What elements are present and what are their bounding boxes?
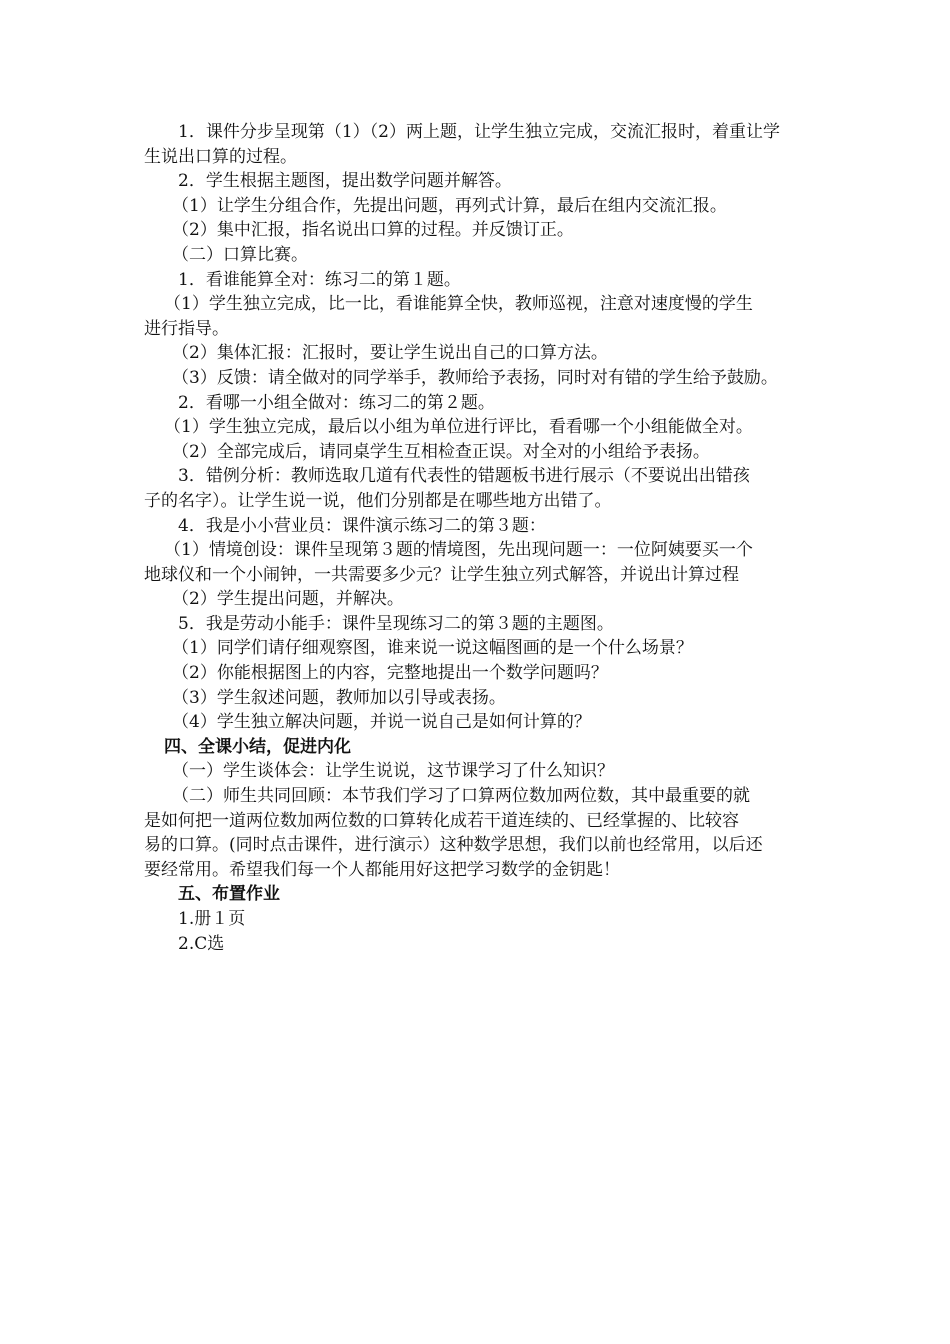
paragraph-line: （1）让学生分组合作，先提出问题，再列式计算，最后在组内交流汇报。 — [172, 195, 727, 216]
section-heading: 四、全课小结，促进内化 — [164, 736, 351, 757]
document-body — [144, 120, 808, 956]
paragraph-line: 要经常用。希望我们每一个人都能用好这把学习数学的金钥匙！ — [144, 859, 620, 880]
paragraph-line: （2）全部完成后，请同桌学生互相检查正误。对全对的小组给予表扬。 — [172, 441, 710, 462]
paragraph-line: 进行指导。 — [144, 318, 229, 339]
paragraph-line: （1）情境创设：课件呈现第３题的情境图，先出现问题一：一位阿姨要买一个 — [164, 540, 753, 561]
paragraph-line: 2.C选 — [178, 933, 225, 954]
paragraph-line: （2）你能根据图上的内容，完整地提出一个数学问题吗？ — [172, 663, 608, 684]
paragraph-line: 子的名字）。让学生说一说，他们分别都是在哪些地方出错了。 — [144, 490, 612, 511]
paragraph-line: （3）学生叙述问题，教师加以引导或表扬。 — [172, 687, 506, 708]
paragraph-line: （2）学生提出问题，并解决。 — [172, 589, 404, 610]
paragraph-line: （一）学生谈体会：让学生说说，这节课学习了什么知识？ — [172, 761, 614, 782]
paragraph-line: 易的口算。(同时点击课件，进行演示）这种数学思想，我们以前也经常用，以后还 — [144, 835, 763, 856]
paragraph-line: 是如何把一道两位数加两位数的口算转化成若干道连续的、已经掌握的、比较容 — [144, 810, 739, 831]
paragraph-line: 2．看哪一小组全做对：练习二的第２题。 — [178, 392, 495, 413]
paragraph-line: （1）同学们请仔细观察图，谁来说一说这幅图画的是一个什么场景？ — [172, 638, 693, 659]
paragraph-line: 生说出口算的过程。 — [144, 146, 297, 167]
paragraph-line: 1.册１页 — [178, 909, 246, 929]
paragraph-line: 2．学生根据主题图，提出数学问题并解答。 — [178, 171, 512, 192]
paragraph-line: （4）学生独立解决问题，并说一说自己是如何计算的？ — [172, 712, 591, 733]
paragraph-line: （3）反馈：请全做对的同学举手，教师给予表扬，同时对有错的学生给予鼓励。 — [172, 367, 778, 388]
paragraph-line: （2）集中汇报，指名说出口算的过程。并反馈订正。 — [172, 220, 574, 241]
paragraph-line: 5．我是劳动小能手：课件呈现练习二的第３题的主题图。 — [178, 613, 614, 634]
paragraph-line: （二）师生共同回顾：本节我们学习了口算两位数加两位数，其中最重要的就 — [172, 786, 750, 807]
paragraph-line: 4．我是小小营业员：课件演示练习二的第３题： — [178, 515, 546, 536]
paragraph-line: 地球仪和一个小闹钟，一共需要多少元？让学生独立列式解答，并说出计算过程 — [144, 564, 739, 585]
paragraph-line: 1．课件分步呈现第（1）（2）两上题，让学生独立完成，交流汇报时，着重让学 — [178, 122, 780, 142]
paragraph-line: （1）学生独立完成，比一比，看谁能算全快，教师巡视，注意对速度慢的学生 — [164, 294, 753, 315]
paragraph-line: 1．看谁能算全对：练习二的第１题。 — [178, 269, 461, 290]
section-heading: 五、布置作业 — [178, 884, 280, 905]
paragraph-line: （二）口算比赛。 — [172, 244, 308, 265]
paragraph-line: 3．错例分析：教师选取几道有代表性的错题板书进行展示（不要说出出错孩 — [178, 466, 750, 487]
paragraph-line: （1）学生独立完成，最后以小组为单位进行评比，看看哪一个小组能做全对。 — [164, 417, 753, 438]
paragraph-line: （2）集体汇报：汇报时，要让学生说出自己的口算方法。 — [172, 343, 608, 364]
